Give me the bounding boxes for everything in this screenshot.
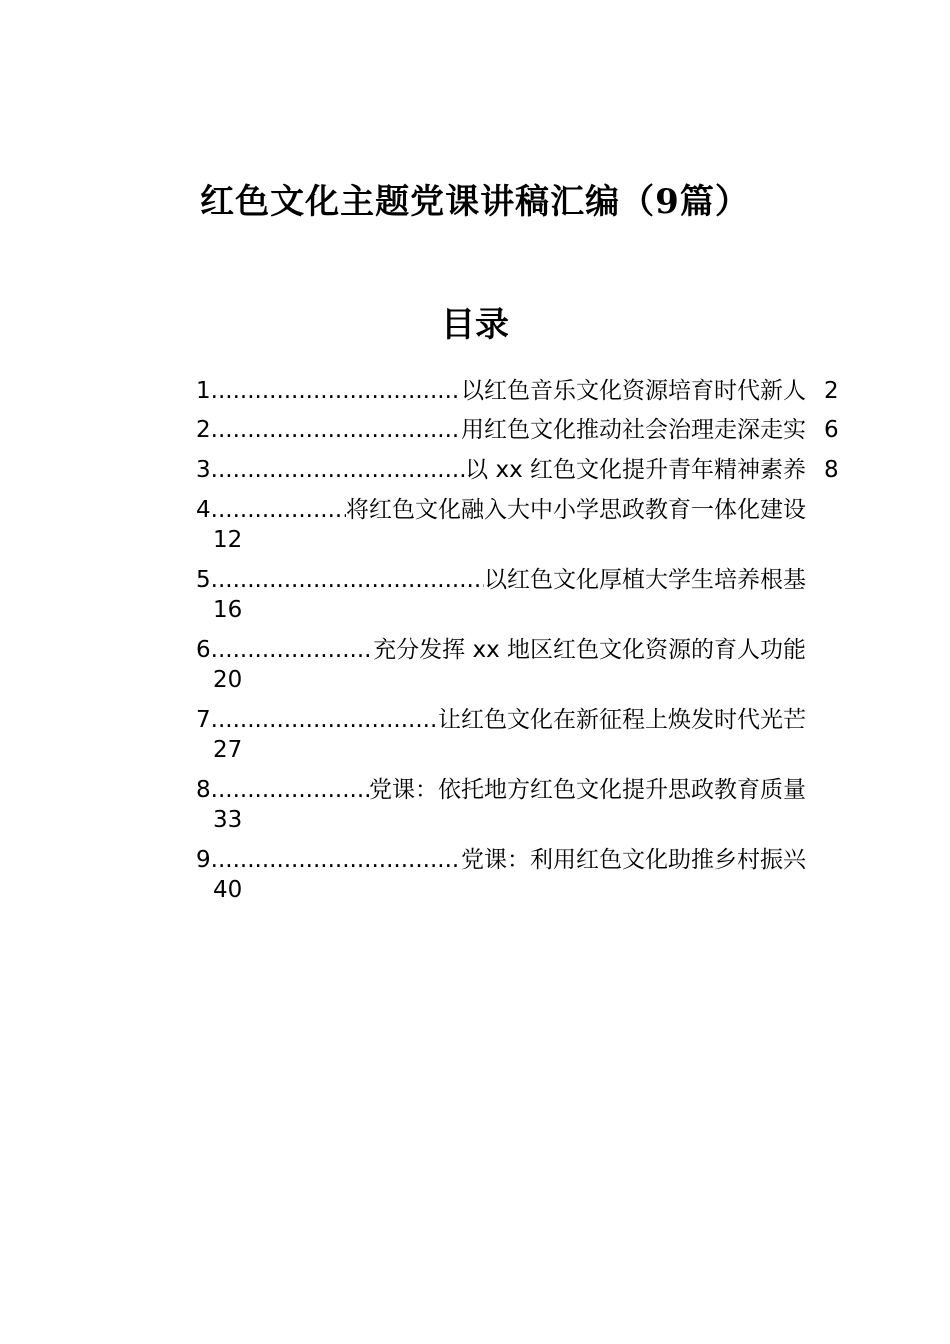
toc-leader-dots — [211, 453, 466, 487]
toc-entry-page: 20 — [213, 667, 243, 693]
toc-entry-title: 充分发挥 xx 地区红色文化资源的育人功能 — [373, 637, 806, 663]
toc-entry-number: 1 — [196, 378, 211, 404]
toc-entry-page: 8 — [824, 457, 839, 483]
toc-leader-dots — [211, 843, 461, 877]
toc-leader-dots — [211, 703, 438, 737]
toc-entry-5[interactable] — [196, 563, 806, 597]
toc-entry-page: 12 — [213, 527, 243, 553]
toc-entry-number: 4 — [196, 497, 211, 523]
toc-leader-dots — [211, 633, 374, 667]
toc-leader-dots — [211, 773, 369, 807]
document-title: 红色文化主题党课讲稿汇编（9篇） — [200, 182, 750, 222]
toc-entry-page: 40 — [213, 877, 243, 903]
toc-entry-7[interactable] — [196, 703, 806, 737]
toc-entry-title: 以红色文化厚植大学生培养根基 — [484, 567, 806, 593]
toc-heading: 目录 — [441, 305, 509, 345]
toc-entry-number: 3 — [196, 457, 211, 483]
toc-leader-dots — [211, 563, 484, 597]
toc-leader-dots — [211, 413, 461, 447]
toc-entry-title: 党课：依托地方红色文化提升思政教育质量 — [369, 777, 806, 803]
toc-leader-dots — [211, 374, 461, 408]
toc-entry-title: 以 xx 红色文化提升青年精神素养 — [465, 457, 806, 483]
toc-entry-3[interactable] — [196, 453, 806, 487]
toc-entry-number: 8 — [196, 777, 211, 803]
toc-entry-number: 5 — [196, 567, 211, 593]
toc-entry-2[interactable] — [196, 413, 806, 447]
toc-entry-9[interactable] — [196, 843, 806, 877]
toc-entry-title: 将红色文化融入大中小学思政教育一体化建设 — [346, 497, 806, 523]
toc-entry-title: 以红色音乐文化资源培育时代新人 — [461, 378, 806, 404]
toc-entry-page: 33 — [213, 807, 243, 833]
toc-entry-1[interactable] — [196, 374, 806, 408]
toc-entry-6[interactable] — [196, 633, 806, 667]
toc-entry-number: 6 — [196, 637, 211, 663]
toc-entry-title: 让红色文化在新征程上焕发时代光芒 — [438, 707, 806, 733]
toc-entry-title: 党课：利用红色文化助推乡村振兴 — [461, 847, 806, 873]
toc-entry-number: 9 — [196, 847, 211, 873]
toc-entry-number: 2 — [196, 417, 211, 443]
toc-entry-8[interactable] — [196, 773, 806, 807]
toc-entry-page: 2 — [824, 378, 839, 404]
toc-entry-page: 27 — [213, 737, 243, 763]
toc-leader-dots — [211, 493, 346, 527]
toc-entry-page: 6 — [824, 417, 839, 443]
toc-entry-4[interactable] — [196, 493, 806, 527]
toc-entry-title: 用红色文化推动社会治理走深走实 — [461, 417, 806, 443]
toc-entry-page: 16 — [213, 597, 243, 623]
toc-entry-number: 7 — [196, 707, 211, 733]
